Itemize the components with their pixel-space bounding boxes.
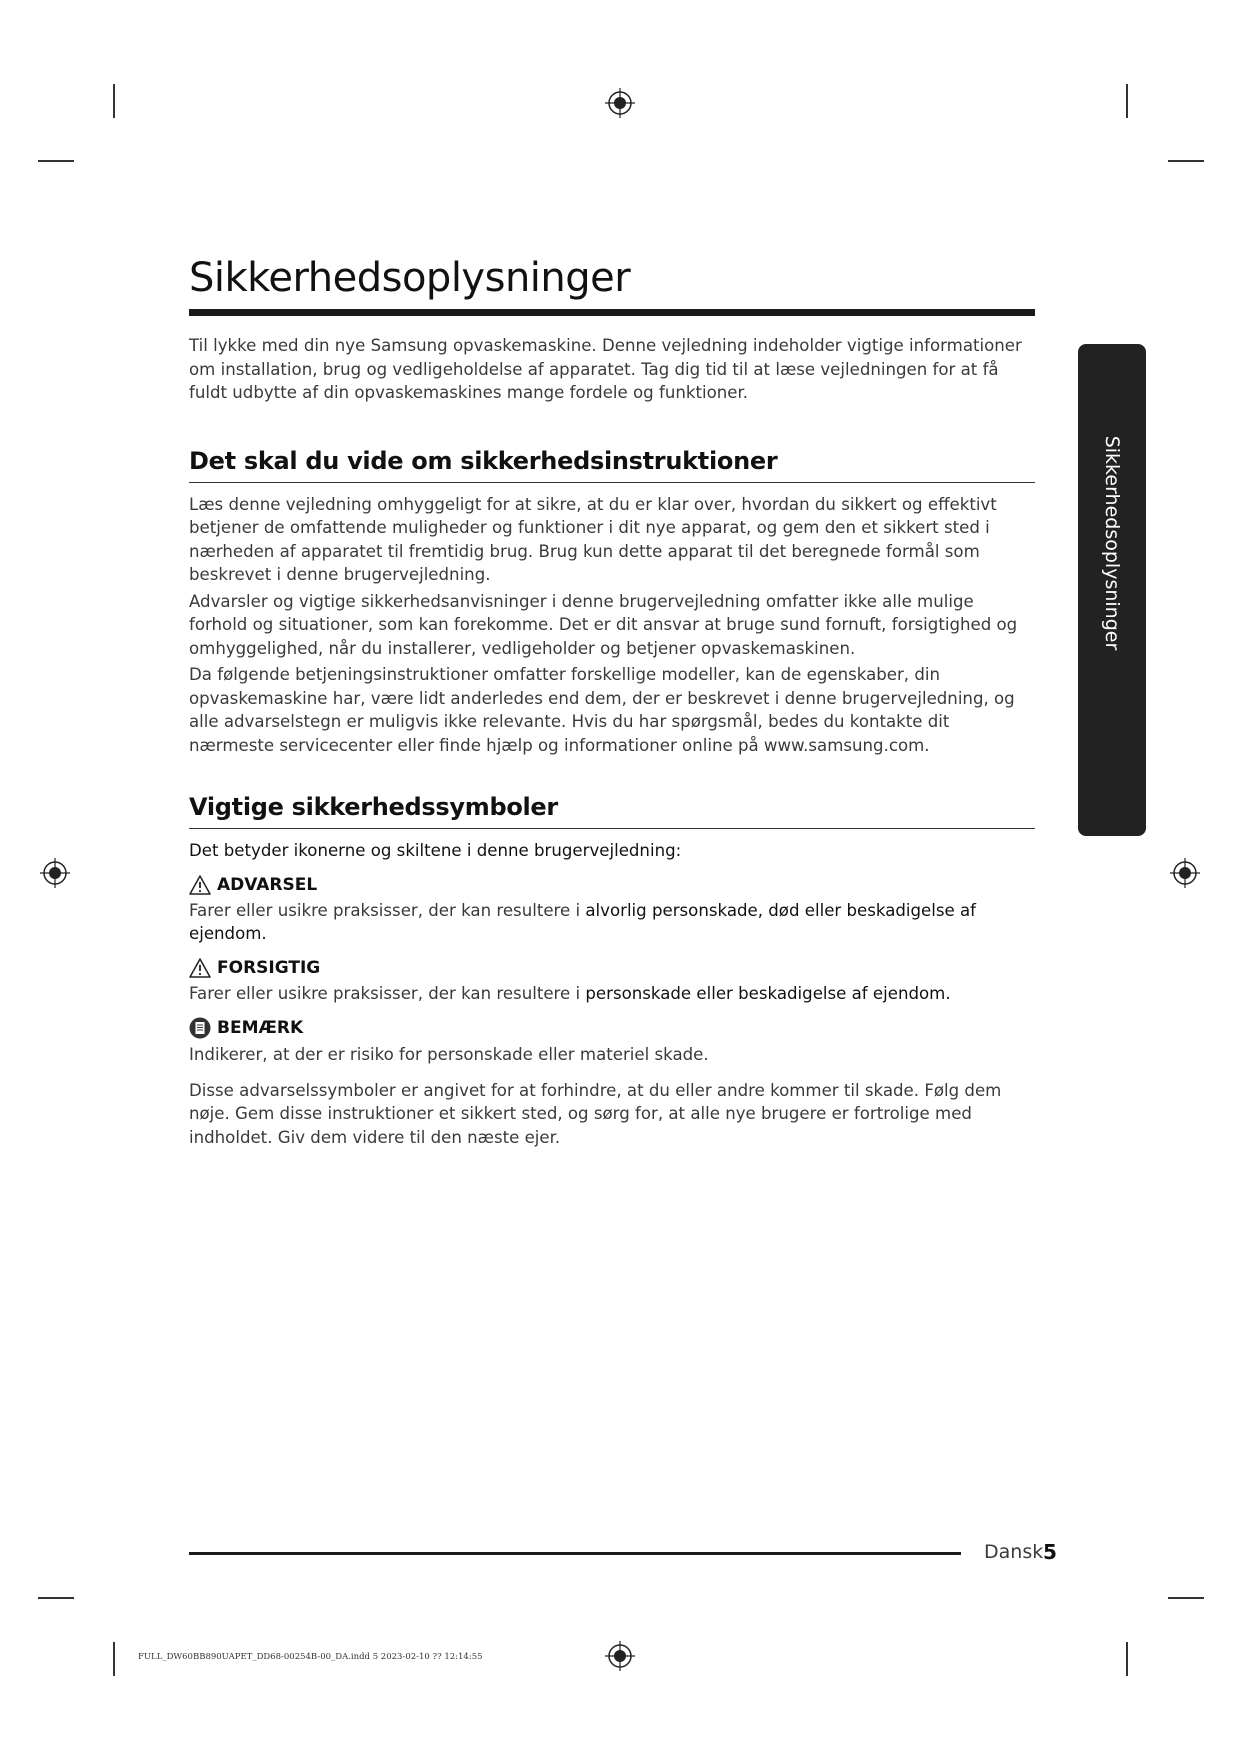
warning-label-text: ADVARSEL bbox=[217, 874, 318, 895]
crop-mark bbox=[1168, 1597, 1204, 1599]
symbols-lead: Det betyder ikonerne og skiltene i denne brugervejledning: bbox=[189, 841, 682, 860]
paragraph: Da følgende betjeningsinstruktioner omfatter forskellige modeller, kan de egenskaber, din opvaskemaskine har, være lidt anderledes end dem, der er beskrevet i denne brugervejledning, og alle advarselstegn er muligvis ikke relevante. Hvis du har spørgsmål, bedes du kontakte dit nærmeste servicecenter eller finde hjælp og informationer online på www.samsung.com. bbox=[189, 665, 1015, 755]
caution-triangle-icon bbox=[189, 958, 211, 978]
note-label-text: BEMÆRK bbox=[217, 1018, 304, 1038]
closing-paragraph: Disse advarselssymboler er angivet for at forhindre, at du eller andre kommer til skade. Følg dem nøje. Gem disse instruktioner et sikkert sted, og sørg for, at alle nye brugere er fortrolige med indholdet. Giv dem videre til den næste ejer. bbox=[189, 1080, 1002, 1147]
warning-description bbox=[189, 899, 1035, 946]
crop-mark bbox=[1126, 84, 1128, 118]
caution-label-text: FORSIGTIG bbox=[217, 957, 321, 978]
section-safety-symbols bbox=[189, 790, 1035, 1149]
note-description: Indikerer, at der er risiko for personskade eller materiel skade. bbox=[189, 1045, 709, 1064]
footer-language: Dansk bbox=[984, 1541, 1044, 1563]
paragraph: Advarsler og vigtige sikkerhedsanvisninger i denne brugervejledning omfatter ikke alle mulige forhold og situationer, som kan forekomme. Det er dit ansvar at bruge sund fornuft, forsigtighed og omhyggelighed, når du installerer, vedligeholder og betjener opvaskemaskinen. bbox=[189, 591, 1018, 658]
crop-mark bbox=[1126, 1642, 1128, 1676]
crop-mark bbox=[113, 1642, 115, 1676]
note-icon bbox=[189, 1017, 211, 1039]
registration-mark-icon bbox=[1170, 858, 1200, 888]
registration-mark-icon bbox=[605, 1641, 635, 1671]
page-title: Sikkerhedsoplysninger bbox=[189, 255, 631, 301]
section-rule bbox=[189, 482, 1035, 483]
footer-rule bbox=[189, 1552, 961, 1555]
note-label bbox=[189, 1017, 1035, 1039]
registration-mark-icon bbox=[605, 88, 635, 118]
print-slug: FULL_DW60BB890UAPET_DD68-00254B-00_DA.indd 5 2023-02-10 ?? 12:14:55 bbox=[138, 1652, 483, 1662]
section-safety-instructions bbox=[189, 444, 1035, 758]
warning-label bbox=[189, 875, 1035, 895]
side-tab-label: Sikkerhedsoplysninger bbox=[1101, 435, 1123, 651]
intro-paragraph: Til lykke med din nye Samsung opvaskemaskine. Denne vejledning indeholder vigtige informationer om installation, brug og vedligeholdelse af apparatet. Tag dig tid til at læse vejledningen for at få fuldt udbytte af din opvaskemaskines mange fordele og funktioner. bbox=[189, 336, 1022, 402]
warning-triangle-icon bbox=[189, 875, 211, 895]
side-tab bbox=[1078, 344, 1146, 836]
crop-mark bbox=[38, 1597, 74, 1599]
paragraph: Læs denne vejledning omhyggeligt for at sikre, at du er klar over, hvordan du sikkert og effektivt betjener de omfattende muligheder og funktioner i dit nye apparat, og gem den et sikkert sted i nærheden af apparatet til fremtidig brug. Brug kun dette apparat til det beregnede formål som beskrevet i denne brugervejledning. bbox=[189, 494, 997, 584]
caution-emphasis: personskade eller beskadigelse af ejendom. bbox=[585, 983, 951, 1003]
section-title: Vigtige sikkerhedssymboler bbox=[189, 793, 558, 821]
crop-mark bbox=[113, 84, 115, 118]
section-rule bbox=[189, 828, 1035, 829]
main-content bbox=[189, 250, 1035, 1149]
title-rule bbox=[189, 309, 1035, 316]
registration-mark-icon bbox=[40, 858, 70, 888]
caution-text: Farer eller usikre praksisser, der kan resultere i bbox=[189, 983, 586, 1003]
caution-label bbox=[189, 958, 1035, 978]
crop-mark bbox=[1168, 160, 1204, 162]
warning-emphasis: alvorlig personskade, død eller beskadigelse af ejendom. bbox=[189, 900, 977, 943]
section-title: Det skal du vide om sikkerhedsinstruktioner bbox=[189, 446, 778, 475]
page-number: 5 bbox=[1043, 1540, 1057, 1564]
warning-text: Farer eller usikre praksisser, der kan resultere i bbox=[189, 900, 586, 920]
crop-mark bbox=[38, 160, 74, 162]
caution-description bbox=[189, 982, 1035, 1006]
